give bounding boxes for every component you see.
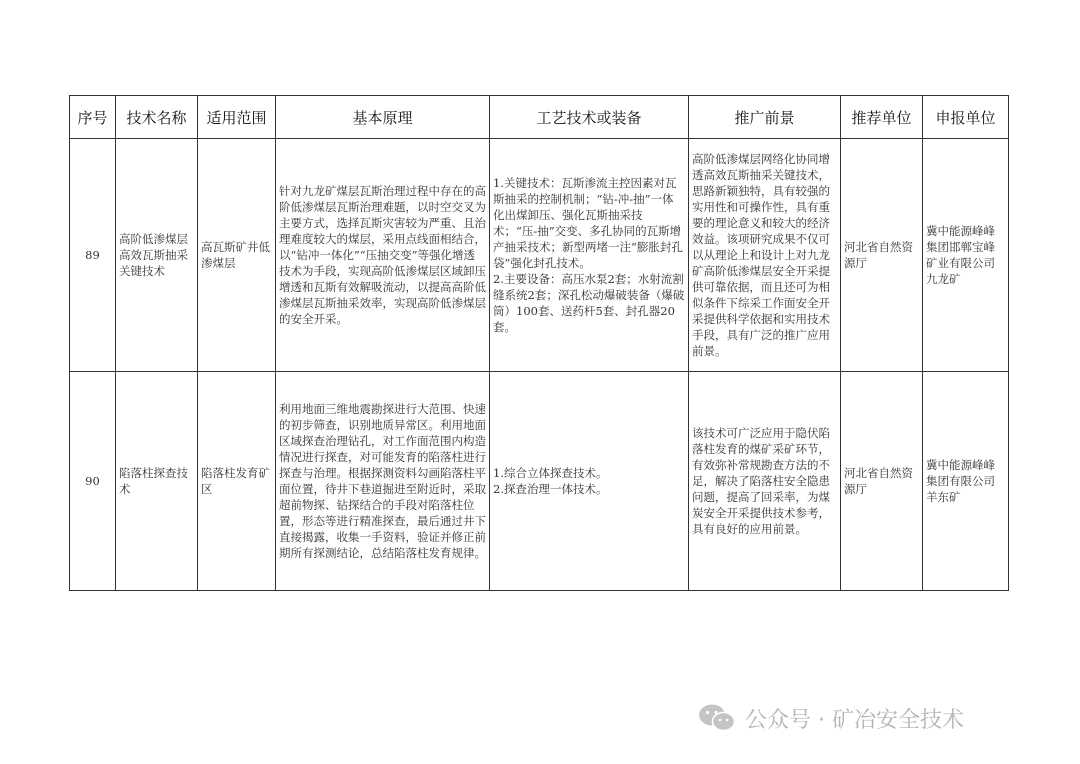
row-applicant: 冀中能源峰峰集团邯郸宝峰矿业有限公司九龙矿	[923, 139, 1009, 372]
header-prospect: 推广前景	[689, 96, 841, 139]
table-row	[70, 372, 1009, 591]
row-scope: 高瓦斯矿井低渗煤层	[198, 139, 276, 372]
header-scope: 适用范围	[198, 96, 276, 139]
row-no: 90	[70, 372, 116, 591]
row-no: 89	[70, 139, 116, 372]
header-name: 技术名称	[116, 96, 198, 139]
row-process: 1.综合立体探查技术。 2.探查治理一体技术。	[490, 372, 689, 591]
header-recommender: 推荐单位	[841, 96, 923, 139]
row-name: 高阶低渗煤层高效瓦斯抽采关键技术	[116, 139, 198, 372]
header-process: 工艺技术或装备	[490, 96, 689, 139]
watermark-text: 公众号 · 矿冶安全技术	[745, 707, 964, 733]
row-applicant: 冀中能源峰峰集团有限公司羊东矿	[923, 372, 1009, 591]
row-prospect: 高阶低渗煤层网络化协同增透高效瓦斯抽采关键技术，思路新颖独特，具有较强的实用性和可操作性，具有重要的理论意义和较大的经济效益。该项研究成果不仅可以从理论上和设计上对九龙矿高阶低渗煤层安全开采提供可靠依据，而且还可为相似条件下综采工作面安全开采提供科学依据和实用技术手段，具有广泛的推广应用前景。	[689, 139, 841, 372]
watermark	[697, 702, 964, 734]
technology-table	[69, 95, 1009, 591]
row-recommender: 河北省自然资源厅	[841, 139, 923, 372]
row-process: 1.关键技术：瓦斯渗流主控因素对瓦斯抽采的控制机制；“钻-冲-抽”一体化出煤卸压、强化瓦斯抽采技术；“压-抽”交变、多孔协同的瓦斯增产抽采技术；新型两堵一注“膨胀封孔袋”强化封孔技术。 2.主要设备：高压水泵2套；水射流割缝系统2套；深孔松动爆破装备（爆破筒）100套、送药杆5套、封孔器20套。	[490, 139, 689, 372]
header-row	[70, 96, 1009, 139]
row-recommender: 河北省自然资源厅	[841, 372, 923, 591]
row-name: 陷落柱探查技术	[116, 372, 198, 591]
table-row	[70, 139, 1009, 372]
row-scope: 陷落柱发育矿区	[198, 372, 276, 591]
row-prospect: 该技术可广泛应用于隐伏陷落柱发育的煤矿采矿环节，有效弥补常规勘查方法的不足，解决了陷落柱安全隐患问题，提高了回采率，为煤炭安全开采提供技术参考，具有良好的应用前景。	[689, 372, 841, 591]
header-no: 序号	[70, 96, 116, 139]
header-principle: 基本原理	[276, 96, 490, 139]
row-principle: 利用地面三维地震勘探进行大范围、快速的初步筛查，识别地质异常区。利用地面区域探查治理钻孔，对工作面范围内构造情况进行探查，对可能发育的陷落柱进行探查与治理。根据探测资料勾画陷落柱平面位置，待井下巷道掘进至附近时，采取超前物探、钻探结合的手段对陷落柱位置，形态等进行精准探查，最后通过井下直接揭露，收集一手资料，验证并修正前期所有探测结论，总结陷落柱发育规律。	[276, 372, 490, 591]
wechat-icon	[697, 702, 737, 734]
header-applicant: 申报单位	[923, 96, 1009, 139]
row-principle: 针对九龙矿煤层瓦斯治理过程中存在的高阶低渗煤层瓦斯治理难题，以时空交叉为主要方式，选择瓦斯灾害较为严重、且治理难度较大的煤层，采用点线面相结合，以“钻冲一体化”“压抽交变”等强化增透技术为手段，实现高阶低渗煤层区域卸压增透和瓦斯有效解吸流动，以提高高阶低渗煤层瓦斯抽采效率，实现高阶低渗煤层的安全开采。	[276, 139, 490, 372]
